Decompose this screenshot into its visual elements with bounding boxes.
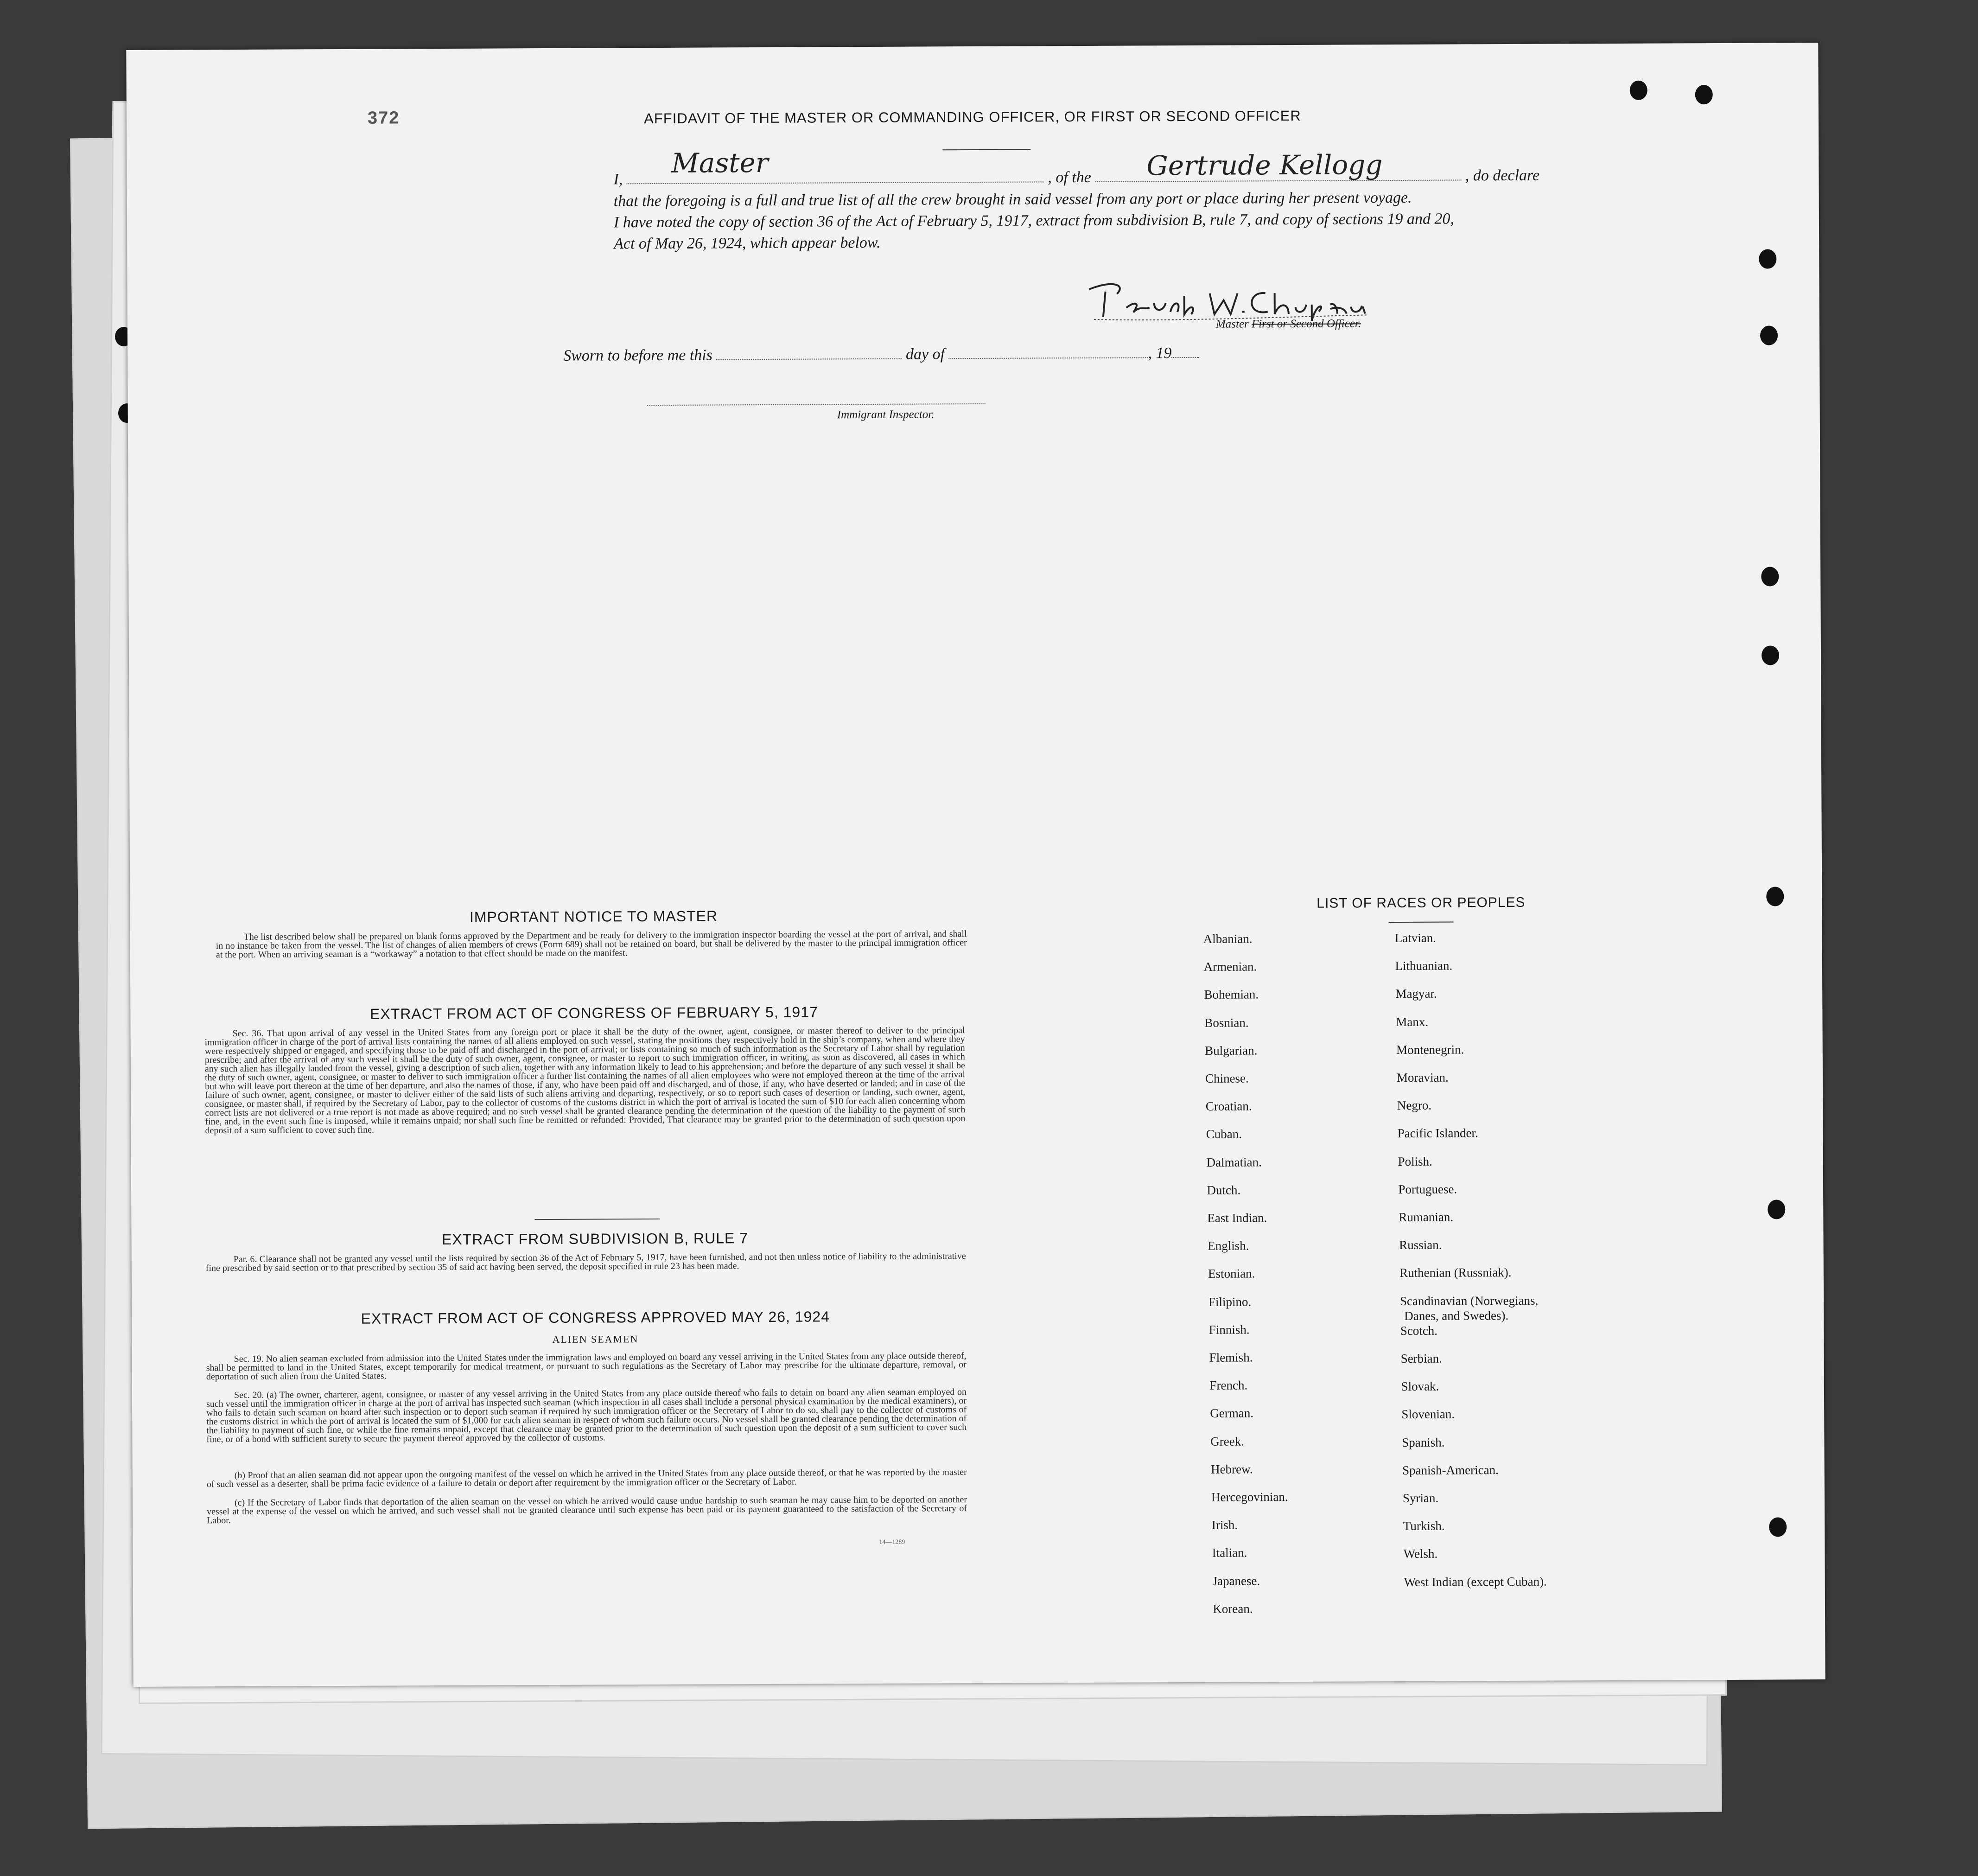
day-of-text: day of bbox=[905, 345, 945, 363]
race-item: Bosnian. bbox=[1204, 1015, 1249, 1030]
race-item: Japanese. bbox=[1212, 1573, 1260, 1588]
race-item: Cuban. bbox=[1206, 1127, 1242, 1142]
inspector-signature-line bbox=[647, 403, 986, 406]
race-item: Dutch. bbox=[1207, 1183, 1241, 1197]
extract-1924-subtitle: ALIEN SEAMEN bbox=[552, 1333, 639, 1345]
punch-hole bbox=[1766, 887, 1784, 906]
race-item: Pacific Islander. bbox=[1397, 1126, 1478, 1141]
race-item: Manx. bbox=[1396, 1015, 1429, 1029]
sig-struck-officer: First or Second Officer. bbox=[1251, 317, 1361, 331]
race-item: Bohemian. bbox=[1204, 987, 1259, 1002]
race-item: Ruthenian (Russniak). bbox=[1399, 1265, 1512, 1280]
race-item: Magyar. bbox=[1395, 987, 1437, 1001]
extract-1917-title: EXTRACT FROM ACT OF CONGRESS OF FEBRUARY 5, 1917 bbox=[369, 1003, 818, 1022]
race-item: Montenegrin. bbox=[1396, 1042, 1464, 1057]
race-item: German. bbox=[1210, 1406, 1254, 1421]
race-item: Polish. bbox=[1398, 1154, 1432, 1168]
race-item: Slovenian. bbox=[1401, 1407, 1455, 1422]
affidavit-line-2: that the foregoing is a full and true list of all the crew brought in said vessel from any port or place during her present voyage. bbox=[613, 189, 1412, 210]
race-item: Latvian. bbox=[1394, 931, 1436, 945]
punch-hole bbox=[1759, 249, 1776, 268]
race-item: Hebrew. bbox=[1211, 1462, 1253, 1476]
race-item: Welsh. bbox=[1403, 1547, 1438, 1561]
signature-caption bbox=[1216, 317, 1361, 331]
race-item: Korean. bbox=[1213, 1602, 1253, 1616]
race-item: French. bbox=[1209, 1378, 1248, 1392]
extract-b-body: Par. 6. Clearance shall not be granted any vessel until the lists required by section 36 of the Act of February 5, 1917, have been furnished, and not then unless notice of liability to the administrative fine prescribed by said section or to that prescribed by section 35 of said act having been served, the deposit specified in rule 23 has been made. bbox=[205, 1251, 966, 1274]
race-item: Flemish. bbox=[1209, 1350, 1253, 1365]
race-item: Italian. bbox=[1212, 1545, 1247, 1560]
document-page bbox=[126, 43, 1825, 1687]
race-item: Turkish. bbox=[1403, 1519, 1445, 1533]
race-item: Moravian. bbox=[1396, 1070, 1449, 1085]
sec-19-text: Sec. 19. No alien seaman excluded from admission into the United States under the immigration laws and employed on board any vessel arriving in the United States from any place outside thereof, shall be permitted to land in the United States, except temporarily for medical treatment, or pursuant to such regulations as the Secretary of Labor may prescribe for the ultimate departure, removal, or deportation of such alien from the United States. bbox=[206, 1351, 967, 1382]
title-blank bbox=[627, 181, 1044, 184]
race-item: Croatian. bbox=[1205, 1099, 1252, 1114]
sec-20c-text: (c) If the Secretary of Labor finds that deportation of the alien seaman on the vessel on which he arrived would cause undue hardship to such seaman he may cause him to be deported on another vessel at the expense of the vessel on which he arrived, and such vessel shall not be granted clearance until such expense has been paid or its payment guaranteed to the satisfaction of the Secretary of Labor. bbox=[207, 1494, 967, 1526]
handwritten-title: Master bbox=[671, 147, 769, 179]
race-item: Finnish. bbox=[1208, 1322, 1250, 1337]
affidavit-of-the: , of the bbox=[1048, 168, 1091, 186]
punch-hole bbox=[1760, 325, 1778, 345]
sworn-month-blank bbox=[949, 357, 1148, 359]
sworn-line bbox=[563, 345, 1199, 365]
sec-20b-text: (b) Proof that an alien seaman did not appear upon the outgoing manifest of the vessel on which he arrived in the United States from any place outside thereof, or that he was reported by the master of such vessel as a deserter, shall be prima facie evidence of a failure to detain or deport after requirement by the immigration officer or the Secretary of Labor. bbox=[206, 1467, 967, 1490]
race-item: Filipino. bbox=[1208, 1295, 1252, 1309]
race-item: Chinese. bbox=[1205, 1071, 1249, 1085]
race-item: Lithuanian. bbox=[1395, 958, 1453, 973]
sworn-year-blank bbox=[1172, 357, 1200, 358]
race-item: Russian. bbox=[1399, 1238, 1442, 1252]
race-item: East Indian. bbox=[1207, 1211, 1267, 1225]
extract-b-title: EXTRACT FROM SUBDIVISION B, RULE 7 bbox=[441, 1230, 749, 1248]
race-item: Danes, and Swedes). bbox=[1404, 1308, 1509, 1323]
race-item: Negro. bbox=[1397, 1098, 1432, 1113]
sig-master: Master bbox=[1215, 318, 1249, 331]
divider bbox=[942, 149, 1030, 150]
race-item: Armenian. bbox=[1203, 959, 1257, 974]
handwritten-vessel-name: Gertrude Kellogg bbox=[1146, 149, 1383, 182]
affidavit-title: AFFIDAVIT OF THE MASTER OR COMMANDING OFFICER, OR FIRST OR SECOND OFFICER bbox=[644, 107, 1301, 127]
punch-hole bbox=[1695, 85, 1713, 104]
race-item: Albanian. bbox=[1203, 932, 1253, 946]
sworn-day-blank bbox=[716, 358, 902, 360]
notice-body: The list described below shall be prepared on blank forms approved by the Department and be ready for delivery to the immigration inspector boarding the vessel at the port of arrival, and shall in no instance be taken from the vessel. The list of changes of alien members of crews (Form 689) shall not be retained on board, but shall be delivered by the master to the principal immigration officer at the port. When an arriving seaman is a “workaway” a notation to that effect should be made on the manifest. bbox=[216, 929, 967, 960]
punch-hole bbox=[1769, 1517, 1787, 1537]
races-title: LIST OF RACES OR PEOPLES bbox=[1317, 894, 1526, 911]
punch-hole bbox=[1768, 1200, 1785, 1219]
race-item: Scotch. bbox=[1400, 1323, 1438, 1338]
race-item: Greek. bbox=[1210, 1434, 1245, 1448]
notice-title: IMPORTANT NOTICE TO MASTER bbox=[469, 907, 718, 925]
page-number-stamp: 372 bbox=[367, 108, 400, 128]
race-item: Spanish. bbox=[1402, 1435, 1445, 1449]
race-item: Spanish-American. bbox=[1402, 1462, 1499, 1477]
affidavit-do-declare: , do declare bbox=[1465, 166, 1540, 185]
form-number: 14—1289 bbox=[879, 1538, 905, 1546]
race-item: Scandinavian (Norwegians, bbox=[1399, 1293, 1539, 1308]
sec-20a-text: Sec. 20. (a) The owner, charterer, agent, consignee, or master of any vessel arriving in the United States from any place outside thereof who fails to detain on board any alien seaman employed on such vessel until the immigration officer in charge at the port of arrival has inspected such seaman (which inspection in all cases shall include a personal physical examination by the medical examiners), or who fails to detain such seaman on board after such inspection or to deport such seaman if required by such immigration officer or the Secretary of Labor to do so, shall pay to the collector of customs of the customs district in which the port of arrival is located the sum of $1,000 for each alien seaman in respect of whom such failure occurs. No vessel shall be granted clearance pending the determination of the liability to payment of such fine, or while the fine remains unpaid, except that clearance may be granted prior to the determination of such question upon the deposit of a sum sufficient to cover such fine, or of a bond with sufficient surety to secure the payment thereof approved by the collector of customs. bbox=[206, 1387, 967, 1445]
race-item: Serbian. bbox=[1400, 1351, 1442, 1366]
affidavit-line-3: I have noted the copy of section 36 of the Act of February 5, 1917, extract from subdivision B, rule 7, and copy of sections 19 and 20, bbox=[613, 210, 1455, 231]
race-item: Dalmatian. bbox=[1206, 1155, 1262, 1169]
race-item: English. bbox=[1208, 1238, 1249, 1253]
race-item: Rumanian. bbox=[1399, 1210, 1454, 1225]
race-item: West Indian (except Cuban). bbox=[1404, 1574, 1547, 1589]
race-item: Bulgarian. bbox=[1205, 1043, 1258, 1058]
race-item: Portuguese. bbox=[1398, 1182, 1457, 1196]
sworn-text: Sworn to before me this bbox=[563, 346, 713, 364]
race-item: Slovak. bbox=[1401, 1379, 1439, 1394]
divider bbox=[534, 1219, 660, 1220]
race-item: Estonian. bbox=[1208, 1266, 1255, 1281]
punch-hole bbox=[1762, 645, 1779, 665]
divider bbox=[1389, 922, 1454, 923]
extract-1917-body: Sec. 36. That upon arrival of any vessel in the United States from any foreign port or place it shall be the duty of the owner, agent, consignee, or master thereof to deliver to the principal immigration officer in charge of the port of arrival lists containing the names of all aliens employed on such vessel, stating the positions they respectively hold in the ship’s company, when and where they were respectively shipped or engaged, and specifying those to be paid off and discharged in the port of arrival; or lists containing so much of such information as the Secretary of Labor shall by regulation prescribe; and after the arrival of any such vessel it shall be the duty of such owner, agent, consignee, or master to report to such immigration officer, in writing, as soon as discovered, all cases in which any such alien has illegally landed from the vessel, giving a description of such alien, together with any information likely to lead to his apprehension; and before the departure of any such vessel it shall be the duty of such owner, agent, consignee, or master to deliver to such immigration officer a further list containing the names of all alien employees who were not employed thereon at the time of the arrival but who will leave port thereon at the time of her departure, and also the names of those, if any, who have been paid off and discharged, and of those, if any, who have deserted or landed; and in case of the failure of such owner, agent, consignee, or master to deliver either of the said lists of such aliens arriving and departing, respectively, or so to report such cases of desertion or landing, such owner, agent, consignee, or master shall, if required by the Secretary of Labor, pay to the collector of customs of the customs district in which the port of arrival is located the sum of $10 for each alien concerning whom correct lists are not delivered or a true report is not made as above required; and no such vessel shall be granted clearance pending the determination of the question of the liability to the payment of such fine, and, in the event such fine is imposed, while it remains unpaid; nor shall such fine be remitted or refunded: Provided, That clearance may be granted prior to the determination of such question upon deposit of a sum sufficient to cover such fine. bbox=[204, 1025, 966, 1136]
inspector-caption: Immigrant Inspector. bbox=[837, 408, 935, 421]
race-item: Syrian. bbox=[1402, 1491, 1439, 1505]
race-item: Hercegovinian. bbox=[1211, 1490, 1288, 1504]
punch-hole bbox=[1630, 81, 1647, 100]
affidavit-line-4: Act of May 26, 1924, which appear below. bbox=[614, 234, 881, 253]
punch-hole bbox=[1761, 567, 1779, 586]
affidavit-i: I, bbox=[613, 171, 623, 188]
race-item: Irish. bbox=[1211, 1518, 1238, 1532]
year-text: , 19 bbox=[1148, 345, 1172, 362]
extract-1924-title: EXTRACT FROM ACT OF CONGRESS APPROVED MAY 26, 1924 bbox=[361, 1308, 830, 1327]
